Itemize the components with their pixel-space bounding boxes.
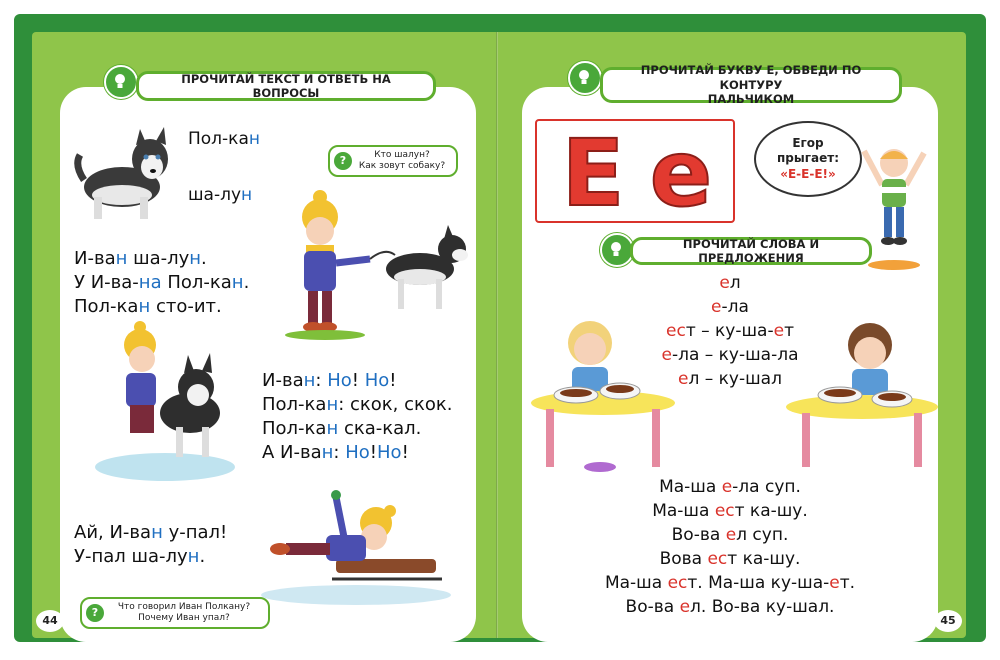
sentence-line [522,475,938,499]
text-segment: Ма-ша [604,573,668,593]
left-page [32,32,500,638]
question-box-bottom: ? Что говорил Иван Полкану? Почему Иван упал? [80,597,270,629]
highlighted-letter: ес [667,573,688,593]
paragraph-3-line: У-пал ша-лун. [74,546,206,567]
right-banner: ПРОЧИТАЙ БУКВУ Е, ОБВЕДИ ПО КОНТУРУ ПАЛЬЧИКОМ [600,67,902,103]
question-icon: ? [86,604,104,622]
paragraph-2-line: И-ван: Но! Но! [262,370,397,391]
paragraph-2 [262,369,453,465]
highlighted-letter: ес [714,501,735,521]
highlighted-letter: е [678,369,689,389]
highlighted-letter: ес [666,321,686,341]
text-segment: т. Ма-ша ку-ша- [687,573,830,593]
lightbulb-icon [568,61,602,95]
sentence-line [522,523,938,547]
speech-bubble: Егор прыгает: «Е-Е-Е!» [754,121,862,197]
open-book [14,14,986,642]
text-segment: т ка-шу. [727,549,801,569]
highlighted-letter: ес [707,549,728,569]
boy-fallen-sled-illustration [256,487,456,607]
question-icon: ? [334,152,352,170]
boy-eating-illustration [780,303,940,473]
text-segment: т ка-шу. [734,501,808,521]
right-page [498,32,966,638]
highlighted-letter: е [725,525,737,545]
text-segment: -ла – ку-ша-ла [671,345,799,365]
word-polkan: Пол-кан [188,129,260,149]
question-box-top: ? Кто шалун? Как зовут собаку? [328,145,458,177]
page-number-right: 45 [934,610,962,632]
text-segment: т. [839,573,856,593]
lightbulb-icon [104,65,138,99]
text-segment: т – ку-ша- [685,321,774,341]
text-segment: -ла суп. [732,477,801,497]
page-number-left: 44 [36,610,64,632]
letter-e-upper: Е [561,121,625,221]
highlighted-letter: е [679,597,691,617]
left-banner: ПРОЧИТАЙ ТЕКСТ И ОТВЕТЬ НА ВОПРОСЫ [136,71,436,101]
text-segment: Вова [659,549,708,569]
paragraph-1-line: Пол-кан сто-ит. [74,296,222,317]
paragraph-1-line: У И-ва-на Пол-кан. [74,272,250,293]
lightbulb-icon [600,233,634,267]
right-page-panel [522,62,938,642]
text-segment: -ла [721,297,749,317]
highlighted-letter: е [661,345,672,365]
text-segment: Ма-ша [652,501,715,521]
boy-riding-dog-illustration [90,317,240,487]
text-segment: Во-ва [671,525,726,545]
paragraph-1-line: И-ван ша-лун. [74,248,207,269]
word-shalun: ша-лун [188,185,253,205]
highlighted-letter: е [719,273,730,293]
highlighted-letter: е [773,321,785,341]
husky-illustration [74,125,174,225]
sentence-list [522,475,938,619]
left-page-panel [60,72,476,642]
letter-e-lower: е [649,121,713,221]
text-segment: т [784,321,794,341]
letter-e-outline [537,121,733,221]
highlighted-letter: е [829,573,840,593]
paragraph-3-line: Ай, И-ван у-пал! [74,522,228,543]
text-segment: Во-ва [625,597,680,617]
paragraph-2-line: Пол-кан ска-кал. [262,418,422,439]
text-segment: л. Во-ва ку-шал. [690,597,835,617]
paragraph-3 [74,521,227,569]
boy-walking-dog-illustration [270,187,470,347]
text-segment: л суп. [736,525,789,545]
text-segment: л – ку-шал [688,369,782,389]
highlighted-letter: е [711,297,722,317]
sentence-line [522,571,938,595]
text-segment: Ма-ша [659,477,722,497]
highlighted-letter: е [721,477,733,497]
letter-e-box [535,119,735,223]
text-segment: л [729,273,741,293]
sentence-line [522,595,938,619]
sentence-line [522,499,938,523]
paragraph-2-line: А И-ван: Но!Но! [262,442,409,463]
paragraph-2-line: Пол-кан: скок, скок. [262,394,453,415]
right-banner-2: ПРОЧИТАЙ СЛОВА И ПРЕДЛОЖЕНИЯ [630,237,872,265]
paragraph-1 [74,247,249,319]
girl-eating-illustration [528,303,678,473]
word-line [522,271,938,295]
sentence-line [522,547,938,571]
